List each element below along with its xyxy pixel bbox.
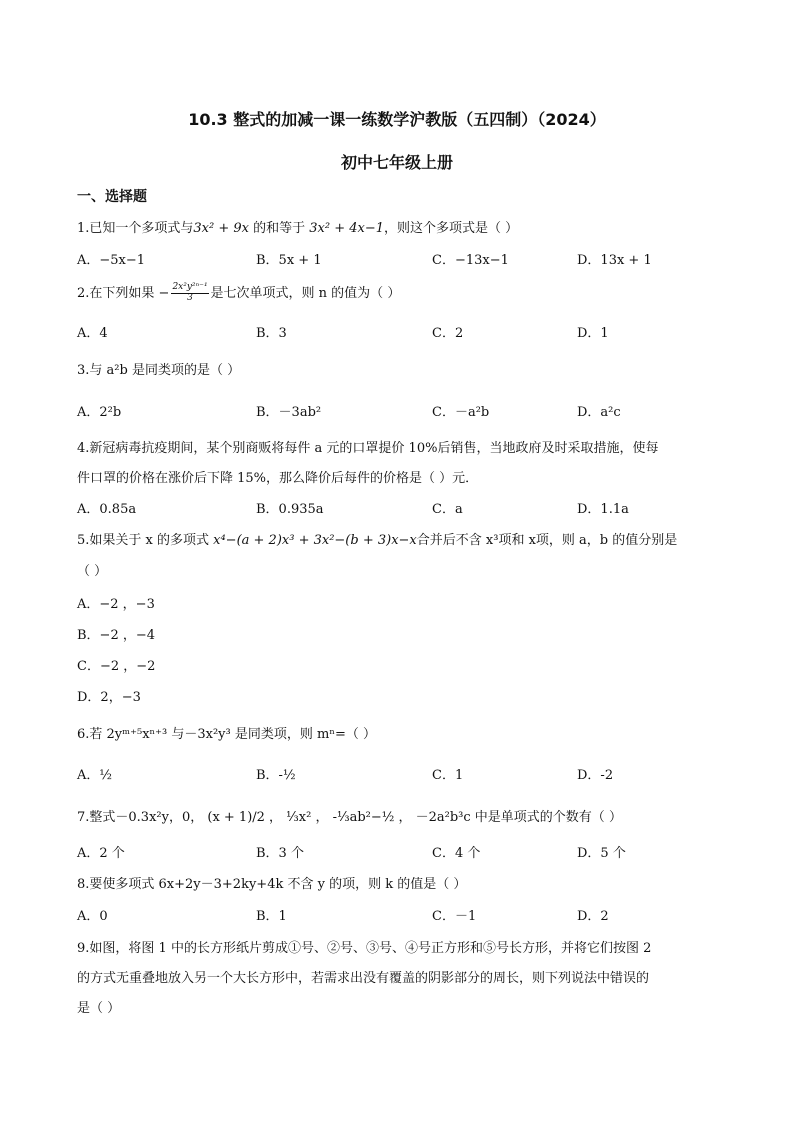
question-4-line-1: 4.新冠病毒抗疫期间，某个别商贩将每件 a 元的口罩提价 10%后销售，当地政府及时采取措施，使每 — [77, 441, 659, 456]
q2-fraction-numerator: 2x²y²ⁿ⁻¹ — [172, 282, 208, 293]
q6-option-a: A．½ — [77, 768, 112, 783]
q3-option-c: C．－a²b — [432, 405, 490, 420]
q1-text-pre: 1.已知一个多项式与 — [77, 221, 194, 236]
q2-fraction — [171, 283, 208, 304]
q4-option-a: A．0.85a — [77, 502, 137, 517]
q5-text-post: 合并后不含 x³项和 x项，则 a，b 的值分别是 — [416, 533, 678, 548]
q5-option-b: B．−2 ，−4 — [77, 628, 156, 643]
q1-option-b: B．5x + 1 — [256, 253, 322, 268]
q4-option-b: B．0.935a — [256, 502, 324, 517]
q1-poly-b: 3x² + 4x−1 — [309, 221, 384, 236]
question-9-line-1: 9.如图，将图 1 中的长方形纸片剪成①号、②号、③号、④号正方形和⑤号长方形，并将它们按图 2 — [77, 941, 652, 956]
q5-option-d: D．2，−3 — [77, 690, 141, 705]
question-5 — [77, 529, 677, 548]
q1-option-d: D．13x + 1 — [577, 253, 652, 268]
question-9-line-3: 是（ ） — [77, 1001, 121, 1016]
q2-text-post: 是七次单项式，则 n 的值为（ ） — [210, 286, 401, 301]
q8-option-a: A．0 — [77, 909, 108, 924]
q1-option-c: C．−13x−1 — [432, 253, 509, 268]
question-8: 8.要使多项式 6x+2y－3+2ky+4k 不含 y 的项，则 k 的值是（ ） — [77, 877, 467, 892]
q6-option-c: C．1 — [432, 768, 464, 783]
q7-option-d: D．5 个 — [577, 846, 626, 861]
q2-fraction-denominator: 3 — [187, 293, 193, 303]
question-9-line-2: 的方式无重叠地放入另一个大长方形中，若需求出没有覆盖的阴影部分的周长，则下列说法中错误的 — [77, 971, 650, 986]
q8-option-b: B．1 — [256, 909, 287, 924]
q5-option-a: A．−2 ，−3 — [77, 597, 155, 612]
question-1 — [77, 217, 518, 236]
q5-polynomial: x⁴−(a + 2)x³ + 3x²−(b + 3)x−x — [213, 533, 417, 548]
q4-option-c: C．a — [432, 502, 463, 517]
q3-option-b: B．－3ab² — [256, 405, 322, 420]
section-heading: 一、选择题 — [77, 189, 147, 205]
document-title: 10.3 整式的加减一课一练数学沪教版（五四制）（2024） — [188, 110, 606, 129]
q5-text-pre: 5.如果关于 x 的多项式 — [77, 533, 214, 548]
q8-option-d: D．2 — [577, 909, 609, 924]
question-3: 3.与 a²b 是同类项的是（ ） — [77, 363, 241, 378]
q7-option-a: A．2 个 — [77, 846, 125, 861]
q2-option-b: B．3 — [256, 326, 287, 341]
question-2 — [77, 282, 400, 304]
q2-text-pre: 2.在下列如果 − — [77, 286, 170, 301]
q4-option-d: D．1.1a — [577, 502, 629, 517]
question-7: 7.整式－0.3x²y，0， (x + 1)/2 ， ⅓x² ， -⅓ab²−½ ， －2a²b³c 中是单项式的个数有（ ） — [77, 810, 622, 825]
question-5-line-2: （ ） — [77, 564, 108, 579]
q1-option-a: A．−5x−1 — [77, 253, 146, 268]
question-6: 6.若 2yᵐ⁺⁵xⁿ⁺³ 与－3x²y³ 是同类项，则 mⁿ=（ ） — [77, 727, 376, 742]
document-subtitle: 初中七年级上册 — [340, 153, 453, 172]
q2-option-c: C．2 — [432, 326, 464, 341]
q1-text-post: ，则这个多项式是（ ） — [384, 221, 519, 236]
q2-option-a: A．4 — [77, 326, 108, 341]
q8-option-c: C．－1 — [432, 909, 477, 924]
q3-option-d: D．a²c — [577, 405, 621, 420]
q1-text-mid: 的和等于 — [248, 221, 310, 236]
q3-option-a: A．2²b — [77, 405, 122, 420]
q1-poly-a: 3x² + 9x — [193, 221, 249, 236]
q2-option-d: D．1 — [577, 326, 609, 341]
q5-option-c: C．−2 ，−2 — [77, 659, 156, 674]
q7-option-c: C．4 个 — [432, 846, 481, 861]
question-4-line-2: 件口罩的价格在涨价后下降 15%，那么降价后每件的价格是（ ）元． — [77, 471, 479, 486]
q6-option-b: B．-½ — [256, 768, 296, 783]
q7-option-b: B．3 个 — [256, 846, 304, 861]
q6-option-d: D．-2 — [577, 768, 614, 783]
